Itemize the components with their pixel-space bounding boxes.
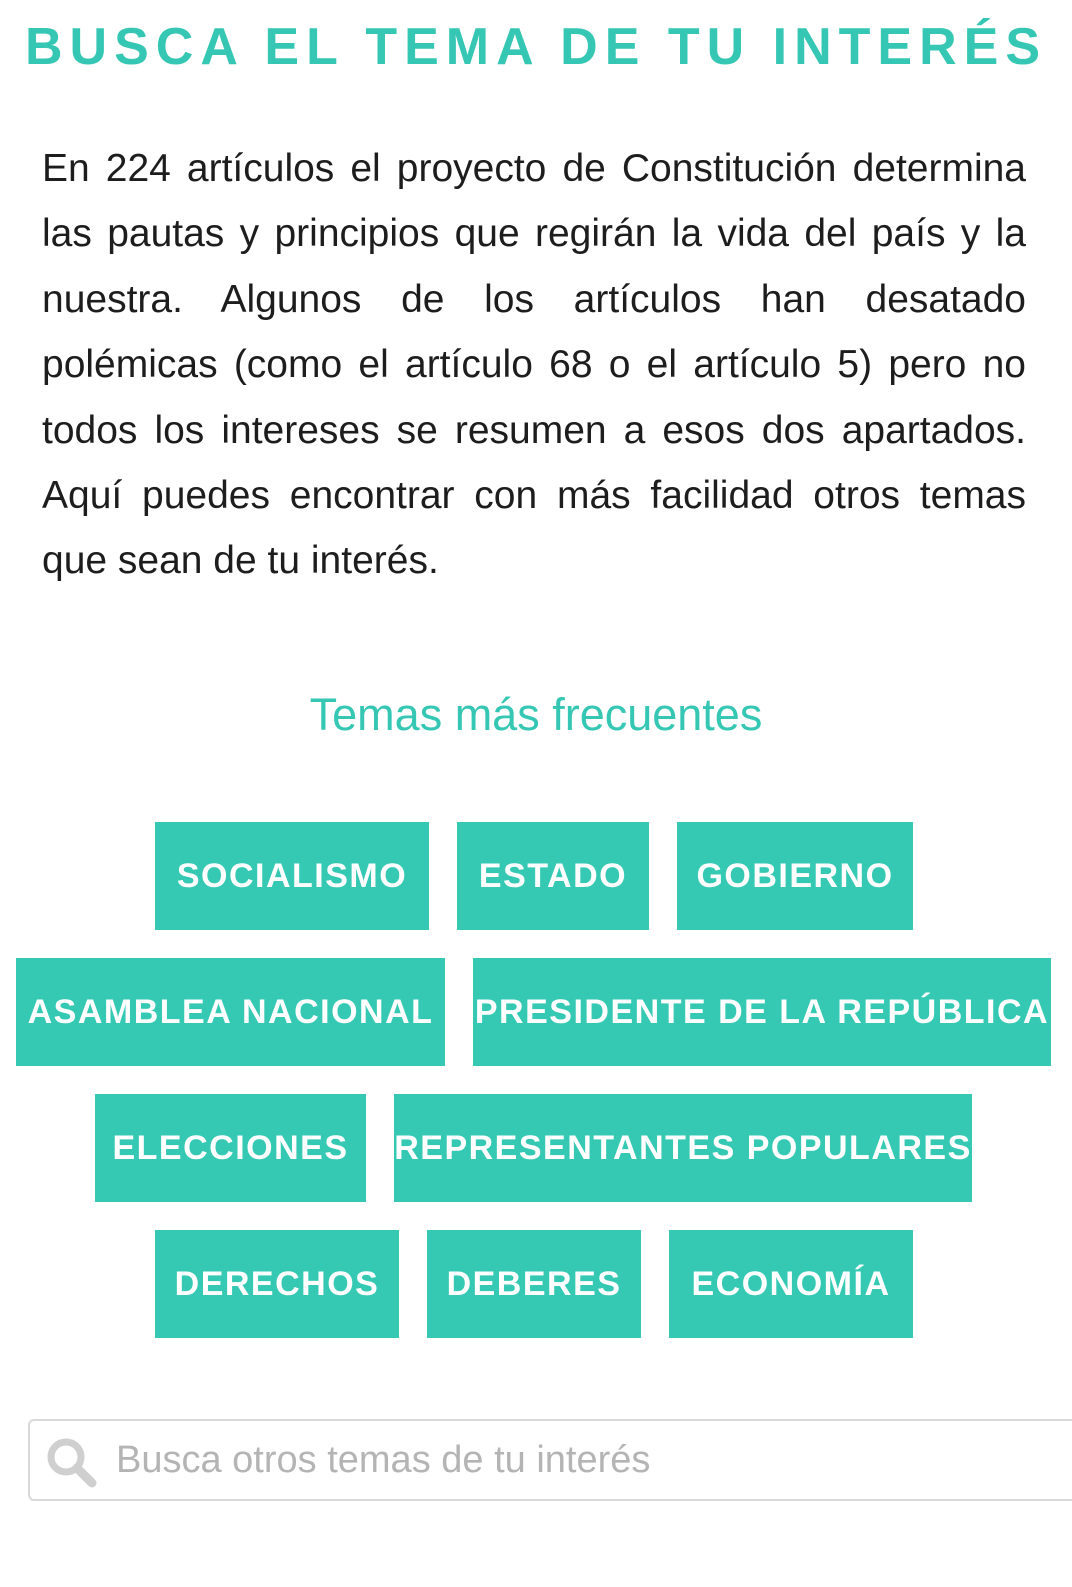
tag-economia[interactable]: ECONOMÍA	[669, 1230, 913, 1338]
tag-representantes-populares[interactable]: REPRESENTANTES POPULARES	[394, 1094, 972, 1202]
tag-gobierno[interactable]: GOBIERNO	[677, 822, 913, 930]
topics-heading: Temas más frecuentes	[309, 689, 763, 740]
tag-derechos[interactable]: DERECHOS	[155, 1230, 399, 1338]
page-title: BUSCA EL TEMA DE TU INTERÉS	[24, 18, 1047, 76]
tag-elecciones[interactable]: ELECCIONES	[95, 1094, 366, 1202]
intro-paragraph: En 224 artículos el proyecto de Constitución determina las pautas y principios que regirán la vida del país y la nuestra. Algunos de los artículos han desatado polémicas (como el artículo 68 o el artículo 5) pero no todos los intereses se resumen a esos dos apartados. Aquí puedes encontrar con más facilidad otros temas que sean de tu interés.	[42, 147, 1026, 583]
search-icon	[44, 1435, 100, 1491]
tag-socialismo[interactable]: SOCIALISMO	[155, 822, 429, 930]
search-input[interactable]	[116, 1421, 1016, 1499]
tag-estado[interactable]: ESTADO	[457, 822, 649, 930]
tag-asamblea-nacional[interactable]: ASAMBLEA NACIONAL	[16, 958, 445, 1066]
search-box[interactable]	[28, 1419, 1072, 1501]
tag-deberes[interactable]: DEBERES	[427, 1230, 641, 1338]
tag-presidente-de-la-republica[interactable]: PRESIDENTE DE LA REPÚBLICA	[473, 958, 1051, 1066]
